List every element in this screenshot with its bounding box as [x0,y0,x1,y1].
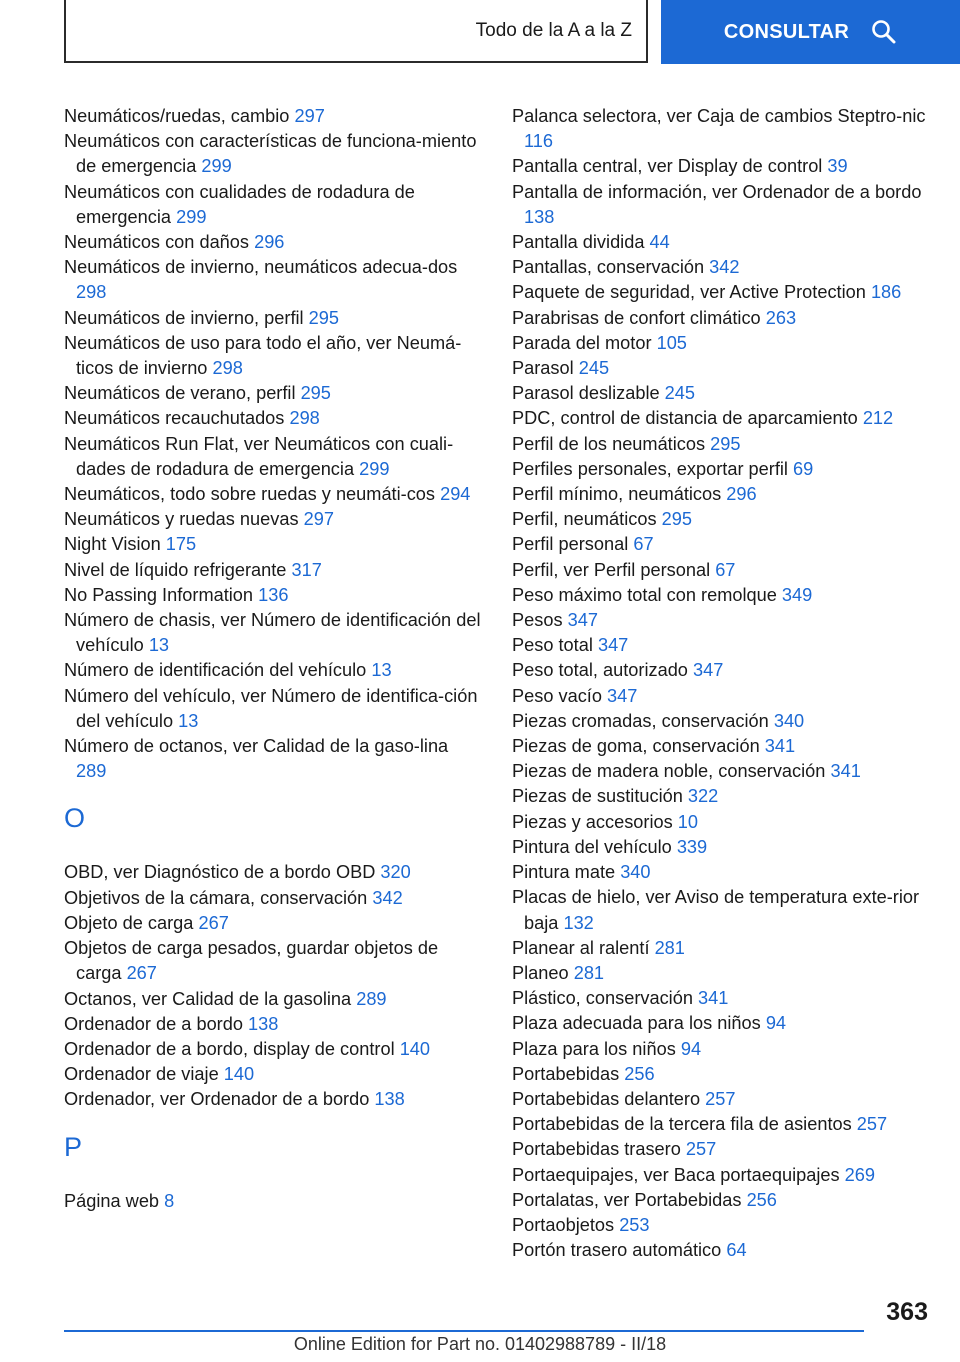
entry-text: Perfil, neumáticos [512,509,657,530]
entry-text: Octanos, ver Calidad de la gasolina [64,988,352,1009]
entry-text: Perfiles personales, exportar perfil [512,458,788,479]
index-entry [64,911,482,936]
entry-text: Perfil mínimo, neumáticos [512,484,722,505]
index-entry [64,1062,482,1087]
index-entry [512,280,932,305]
page-link[interactable]: 298 [212,358,243,379]
index-entry [512,936,932,961]
page-link[interactable]: 341 [830,761,861,782]
entry-text: Neumáticos de uso para todo el año, ver Neumá-ticos de invierno [64,332,462,379]
entry-text: Número de octanos, ver Calidad de la gaso-lina [64,736,449,757]
page-link[interactable]: 263 [765,307,797,328]
search-icon [871,19,897,45]
index-entry [64,936,482,986]
entry-text: Pintura mate [512,862,616,883]
index-entry [512,583,932,608]
index-entry [512,734,932,759]
index-entry [512,1112,932,1137]
index-entry [64,230,482,255]
section-letter-p: P [64,1131,83,1162]
entry-text: Parabrisas de confort climático [512,307,761,328]
entry-text: Portalatas, ver Portabebidas [512,1189,742,1210]
entry-text: Portabebidas de la tercera fila de asientos [512,1114,852,1135]
entry-text: Parasol [512,358,574,379]
index-entry [512,1163,932,1188]
index-entry [512,381,932,406]
page-link[interactable]: 175 [165,534,197,555]
index-entry [512,709,932,734]
entry-list-p [64,1189,482,1214]
page-link[interactable]: 299 [201,156,232,177]
entry-text: Pesos [512,610,563,631]
index-entry [512,1213,932,1238]
entry-text: Neumáticos/ruedas, cambio [64,106,290,126]
entry-text: Piezas de sustitución [512,786,683,807]
entry-text: PDC, control de distancia de aparcamiento [512,408,858,429]
entry-text: Portaobjetos [512,1214,615,1235]
edition-footer: Online Edition for Part no. 01402988789 - II/18 [293,1334,667,1354]
index-entry [64,406,482,431]
index-entry [512,1011,932,1036]
page-link[interactable]: 341 [698,988,729,1009]
entry-list-p-continued [512,104,932,1263]
entry-text: Página web [64,1190,160,1211]
index-entry [512,1062,932,1087]
page-link[interactable]: 289 [356,988,387,1009]
index-entry [64,331,482,381]
index-entry [64,608,482,658]
index-entry [64,507,482,532]
page-link[interactable]: 140 [223,1064,255,1085]
page-link[interactable]: 257 [705,1088,736,1109]
index-entry [64,1012,482,1037]
index-entry [64,734,482,784]
entry-text: Piezas cromadas, conservación [512,710,769,731]
page-link[interactable]: 253 [619,1214,650,1235]
entry-text: Night Vision [64,534,161,555]
consult-button-label: CONSULTAR [723,20,850,43]
index-entry [64,658,482,683]
entry-text: Pantalla dividida [512,232,645,253]
page-link[interactable]: 256 [746,1189,777,1210]
entry-text: Portabebidas delantero [512,1088,701,1109]
index-entry [512,1137,932,1162]
entry-text: Parasol deslizable [512,383,660,404]
page-link[interactable]: 116 [524,131,553,152]
page-link[interactable]: 298 [289,408,320,429]
entry-text: Portabebidas [512,1063,620,1084]
page-link[interactable]: 299 [176,206,207,227]
footer-divider [64,1330,864,1332]
entry-text: Perfil personal [512,534,629,555]
index-entry [64,1189,482,1214]
entry-text: Ordenador, ver Ordenador de a bordo [64,1089,370,1110]
page-link[interactable]: 245 [664,383,696,404]
page-link[interactable]: 294 [440,484,471,505]
entry-text: Neumáticos de invierno, perfil [64,307,304,328]
page-link[interactable]: 317 [291,559,322,580]
index-entry [512,432,932,457]
entry-text: Portabebidas trasero [512,1139,681,1160]
entry-text: Ordenador de viaje [64,1064,219,1085]
index-entry [64,104,482,129]
entry-text: Neumáticos con daños [64,232,250,253]
page-link[interactable]: 257 [685,1139,717,1160]
page-link[interactable]: 342 [709,257,740,278]
entry-list-o [64,860,482,1112]
entry-text: Planeo [512,962,569,983]
entry-text: Piezas de goma, conservación [512,736,760,757]
entry-text: Ordenador de a bordo, display de control [64,1038,395,1059]
page-link[interactable]: 340 [620,862,651,883]
page-link[interactable]: 67 [715,559,736,580]
index-entry [512,1087,932,1112]
page-link[interactable]: 13 [371,660,392,681]
index-entry [64,987,482,1012]
index-entry [512,331,932,356]
entry-text: Objetivos de la cámara, conservación [64,887,368,908]
index-entry [512,759,932,784]
index-tab[interactable] [64,0,648,63]
entry-text: Neumáticos, todo sobre ruedas y neumáti-cos [64,484,436,505]
index-entry [64,129,482,179]
page-link[interactable]: 94 [765,1013,787,1034]
entry-text: Peso vacío [512,685,602,706]
entry-text: Neumáticos recauchutados [64,408,285,429]
page-link[interactable]: 289 [76,761,107,782]
index-entry [512,1238,932,1263]
page-link[interactable]: 10 [677,811,699,832]
page-link[interactable]: 320 [380,862,411,883]
entry-text: Peso total, autorizado [512,660,688,681]
index-entry [512,684,932,709]
entry-text: Paquete de seguridad, ver Active Protection [512,282,866,303]
page-link[interactable]: 8 [164,1190,175,1211]
index-entry [512,406,932,431]
index-entry [512,507,932,532]
entry-text: Peso total [512,635,593,656]
index-entry [64,255,482,305]
page-link[interactable]: 295 [308,307,340,328]
entry-text: Pantalla central, ver Display de control [512,156,823,177]
page-link[interactable]: 136 [258,584,289,605]
page-link[interactable]: 269 [844,1164,876,1185]
page-link[interactable]: 245 [578,358,610,379]
page-link[interactable]: 140 [399,1038,431,1059]
index-entry [512,457,932,482]
page-link[interactable]: 295 [661,509,692,530]
entry-text: Perfil de los neumáticos [512,433,706,454]
entry-text: Perfil, ver Perfil personal [512,559,711,580]
index-entry [64,684,482,734]
entry-text: Neumáticos con características de funciona-miento de emergencia [64,131,477,177]
page-link[interactable]: 69 [793,458,814,479]
page-link[interactable]: 347 [607,685,638,706]
index-entry [512,633,932,658]
page-link[interactable]: 212 [862,408,894,429]
page-link[interactable]: 347 [693,660,724,681]
index-entry [64,306,482,331]
entry-text: Número del vehículo, ver Número de identifica-ción del vehículo [64,685,478,731]
index-entry [512,558,932,583]
page-number: 363 [886,1298,928,1326]
page-link[interactable]: 340 [773,710,805,731]
index-entry [64,381,482,406]
page-link[interactable]: 44 [649,232,670,253]
page-link[interactable]: 347 [597,635,629,656]
entry-text: No Passing Information [64,584,254,605]
index-column-left [64,104,482,1214]
index-entry [64,482,482,507]
entry-list-n [64,104,482,784]
page-link[interactable]: 138 [374,1089,405,1110]
page-link[interactable]: 339 [676,836,708,857]
entry-text: Objeto de carga [64,912,194,933]
page-link[interactable]: 132 [563,912,594,933]
page-link[interactable]: 296 [726,484,757,505]
index-entry [512,784,932,809]
index-entry [512,255,932,280]
entry-text: Piezas y accesorios [512,811,673,832]
index-entry [64,583,482,608]
entry-text: Neumáticos con cualidades de rodadura de emergencia [64,181,415,227]
page-link[interactable]: 296 [254,232,285,253]
page-link[interactable]: 342 [372,887,403,908]
index-entry [512,1037,932,1062]
entry-text: Pintura del vehículo [512,836,672,857]
page-link[interactable]: 13 [178,710,199,731]
page-link[interactable]: 297 [294,106,325,126]
index-entry [64,532,482,557]
page-link[interactable]: 281 [654,937,685,958]
entry-text: Número de identificación del vehículo [64,660,367,681]
entry-text: Plaza para los niños [512,1038,676,1059]
index-entry [64,180,482,230]
index-entry [512,885,932,935]
entry-text: Portón trasero automático [512,1240,722,1261]
index-entry [512,104,932,154]
page-link[interactable]: 138 [524,206,555,227]
page-link[interactable]: 267 [126,963,157,984]
index-entry [512,860,932,885]
entry-text: Ordenador de a bordo [64,1013,243,1034]
entry-text: Objetos de carga pesados, guardar objetos de carga [64,938,439,984]
index-entry [64,860,482,885]
entry-text: OBD, ver Diagnóstico de a bordo OBD [64,862,376,883]
entry-text: Placas de hielo, ver Aviso de temperatura exte-rior baja [512,887,920,933]
page-link[interactable]: 67 [633,534,654,555]
index-entry [512,230,932,255]
index-entry [512,835,932,860]
entry-text: Peso máximo total con remolque [512,584,777,605]
page-link[interactable]: 94 [680,1038,702,1059]
entry-text: Plaza adecuada para los niños [512,1013,761,1034]
index-entry [512,1188,932,1213]
page-link[interactable]: 295 [710,433,741,454]
entry-text: Portaequipajes, ver Baca portaequipajes [512,1164,840,1185]
index-entry [512,482,932,507]
section-letter-o: O [64,803,86,834]
entry-text: Planear al ralentí [512,937,650,958]
index-entry [64,432,482,482]
index-entry [64,1087,482,1112]
index-column-right [512,104,932,1263]
page-link[interactable]: 349 [781,584,813,605]
index-entry [512,658,932,683]
index-entry [64,1037,482,1062]
page-link[interactable]: 298 [76,282,107,303]
page-link[interactable]: 13 [148,635,170,656]
page-link[interactable]: 281 [573,962,605,983]
index-entry [512,356,932,381]
page-link[interactable]: 297 [303,509,334,530]
index-tab-label: Todo de la A a la Z [475,19,632,41]
page-link[interactable]: 39 [827,156,848,177]
entry-text: Neumáticos Run Flat, ver Neumáticos con cuali-dades de rodadura de emergencia [64,433,454,479]
page-link[interactable]: 267 [198,912,229,933]
page-link[interactable]: 186 [870,282,902,303]
entry-text: Pantalla de información, ver Ordenador de a bordo [512,181,922,202]
page-link[interactable]: 105 [656,332,687,353]
index-entry [512,608,932,633]
index-entry [512,306,932,331]
entry-text: Neumáticos de verano, perfil [64,383,296,404]
index-entry [512,986,932,1011]
entry-text: Neumáticos de invierno, neumáticos adecua-dos [64,257,458,278]
page-link[interactable]: 299 [359,458,390,479]
index-entry [512,961,932,986]
page-link[interactable]: 256 [624,1063,655,1084]
consult-button[interactable] [661,0,960,64]
entry-text: Plástico, conservación [512,988,693,1009]
page-link[interactable]: 341 [764,736,796,757]
page-link[interactable]: 322 [687,786,719,807]
index-entry [512,180,932,230]
page-link[interactable]: 64 [726,1240,747,1261]
entry-text: Nivel de líquido refrigerante [64,559,287,580]
page-link[interactable]: 295 [300,383,331,404]
entry-text: Número de chasis, ver Número de identificación del vehículo [64,610,481,656]
page-link[interactable]: 347 [567,610,598,631]
index-entry [512,532,932,557]
entry-text: Palanca selectora, ver Caja de cambios Steptro-nic [512,106,926,126]
entry-text: Pantallas, conservación [512,257,705,278]
index-entry [64,886,482,911]
index-entry [64,558,482,583]
page-link[interactable]: 138 [248,1013,279,1034]
entry-text: Parada del motor [512,332,652,353]
entry-text: Neumáticos y ruedas nuevas [64,509,299,530]
entry-text: Piezas de madera noble, conservación [512,761,826,782]
index-entry [512,810,932,835]
index-entry [512,154,932,179]
page-link[interactable]: 257 [856,1114,888,1135]
